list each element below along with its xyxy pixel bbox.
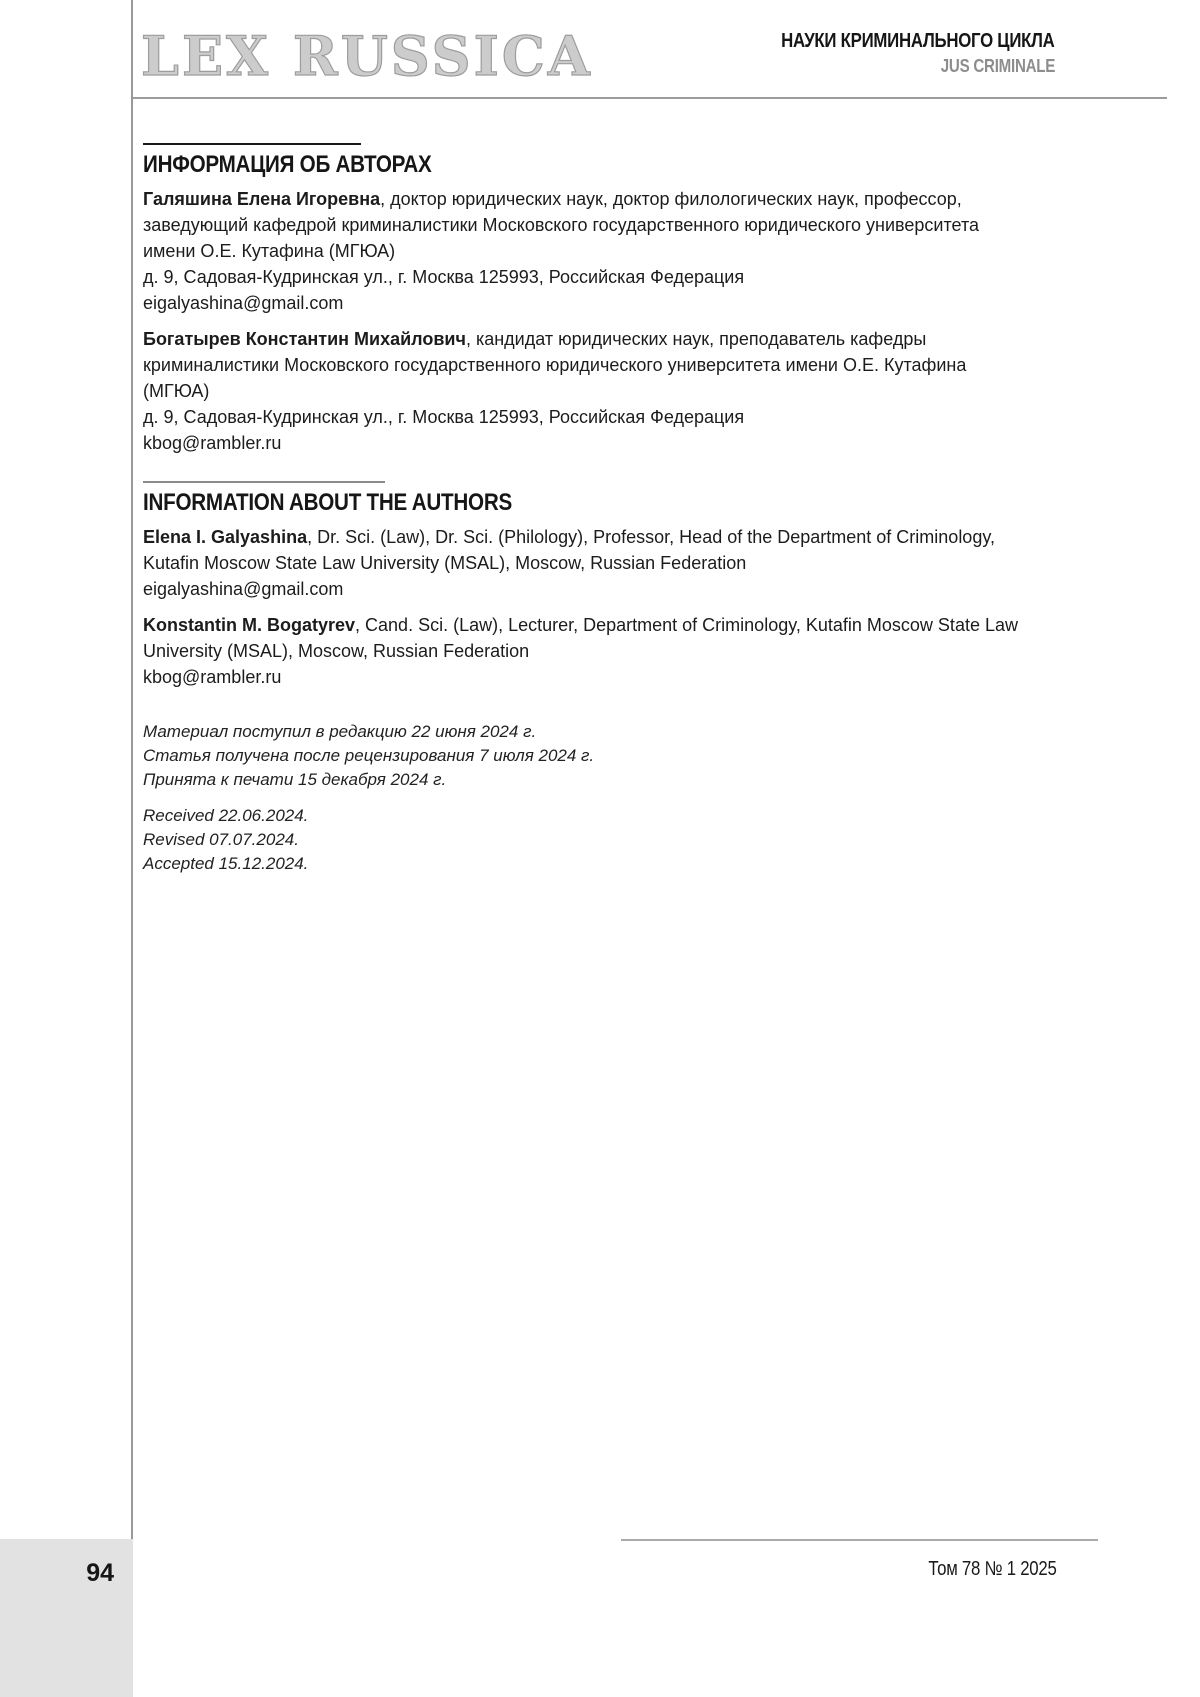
date-line-accepted-en: Accepted 15.12.2024. <box>143 854 309 873</box>
header-rubric <box>655 30 1055 77</box>
main-content <box>143 143 1023 876</box>
date-line-revised-en: Revised 07.07.2024. <box>143 830 299 849</box>
author-paragraph-en-2 <box>143 612 1023 690</box>
authors-info-heading-en: INFORMATION ABOUT THE AUTHORS <box>143 489 512 516</box>
author-paragraph-en-1 <box>143 524 1023 602</box>
header-divider-line <box>133 97 1167 99</box>
author-email: kbog@rambler.ru <box>143 667 282 687</box>
author-details: , доктор юридических наук, доктор филологических наук, профессор, заведующий кафедрой криминалистики Московского государственного юридического университета имени О.Е. Кутафина (МГЮА) <box>143 189 979 261</box>
date-line-received-en: Received 22.06.2024. <box>143 806 309 825</box>
page-number-box <box>0 1539 133 1697</box>
author-paragraph-ru-1 <box>143 186 1023 316</box>
authors-info-heading-ru: ИНФОРМАЦИЯ ОБ АВТОРАХ <box>143 151 432 178</box>
author-email: kbog@rambler.ru <box>143 433 282 453</box>
author-name: Elena I. Galyashina <box>143 527 308 547</box>
left-margin-line <box>131 0 133 1539</box>
rubric-title-ru: НАУКИ КРИМИНАЛЬНОГО ЦИКЛА <box>781 30 1055 52</box>
author-details: , Cand. Sci. (Law), Lecturer, Department of Criminology, Kutafin Moscow State Law University (MSAL), Moscow, Russian Federation <box>143 615 1018 661</box>
author-email: eigalyashina@gmail.com <box>143 293 344 313</box>
page-number: 94 <box>86 1559 114 1587</box>
author-details: , кандидат юридических наук, преподаватель кафедры криминалистики Московского государственного юридического университета имени О.Е. Кутафина (МГЮА) <box>143 329 967 401</box>
date-line-received-ru: Материал поступил в редакцию 22 июня 2024 г. <box>143 722 537 741</box>
submission-dates-ru <box>143 720 1023 792</box>
author-details: , Dr. Sci. (Law), Dr. Sci. (Philology), Professor, Head of the Department of Criminology, Kutafin Moscow State Law University (MSAL), Moscow, Russian Federation <box>143 527 995 573</box>
author-name: Богатырев Константин Михайлович <box>143 329 466 349</box>
date-line-revised-ru: Статья получена после рецензирования 7 июля 2024 г. <box>143 746 595 765</box>
lex-russica-logo: LEX RUSSICA <box>141 24 593 88</box>
rubric-title-latin: JUS CRIMINALE <box>940 56 1055 76</box>
author-name: Галяшина Елена Игоревна <box>143 189 381 209</box>
section-rule-en <box>143 481 385 483</box>
author-email: eigalyashina@gmail.com <box>143 579 344 599</box>
footer-divider-line <box>621 1539 1098 1541</box>
author-name: Konstantin M. Bogatyrev <box>143 615 356 635</box>
date-line-accepted-ru: Принята к печати 15 декабря 2024 г. <box>143 770 447 789</box>
author-address: д. 9, Садовая-Кудринская ул., г. Москва 125993, Российская Федерация <box>143 407 745 427</box>
section-rule-ru <box>143 143 361 145</box>
author-address: д. 9, Садовая-Кудринская ул., г. Москва 125993, Российская Федерация <box>143 267 745 287</box>
submission-dates-en <box>143 804 1023 876</box>
author-paragraph-ru-2 <box>143 326 1023 456</box>
volume-issue-label: Том 78 № 1 2025 <box>928 1558 1057 1580</box>
